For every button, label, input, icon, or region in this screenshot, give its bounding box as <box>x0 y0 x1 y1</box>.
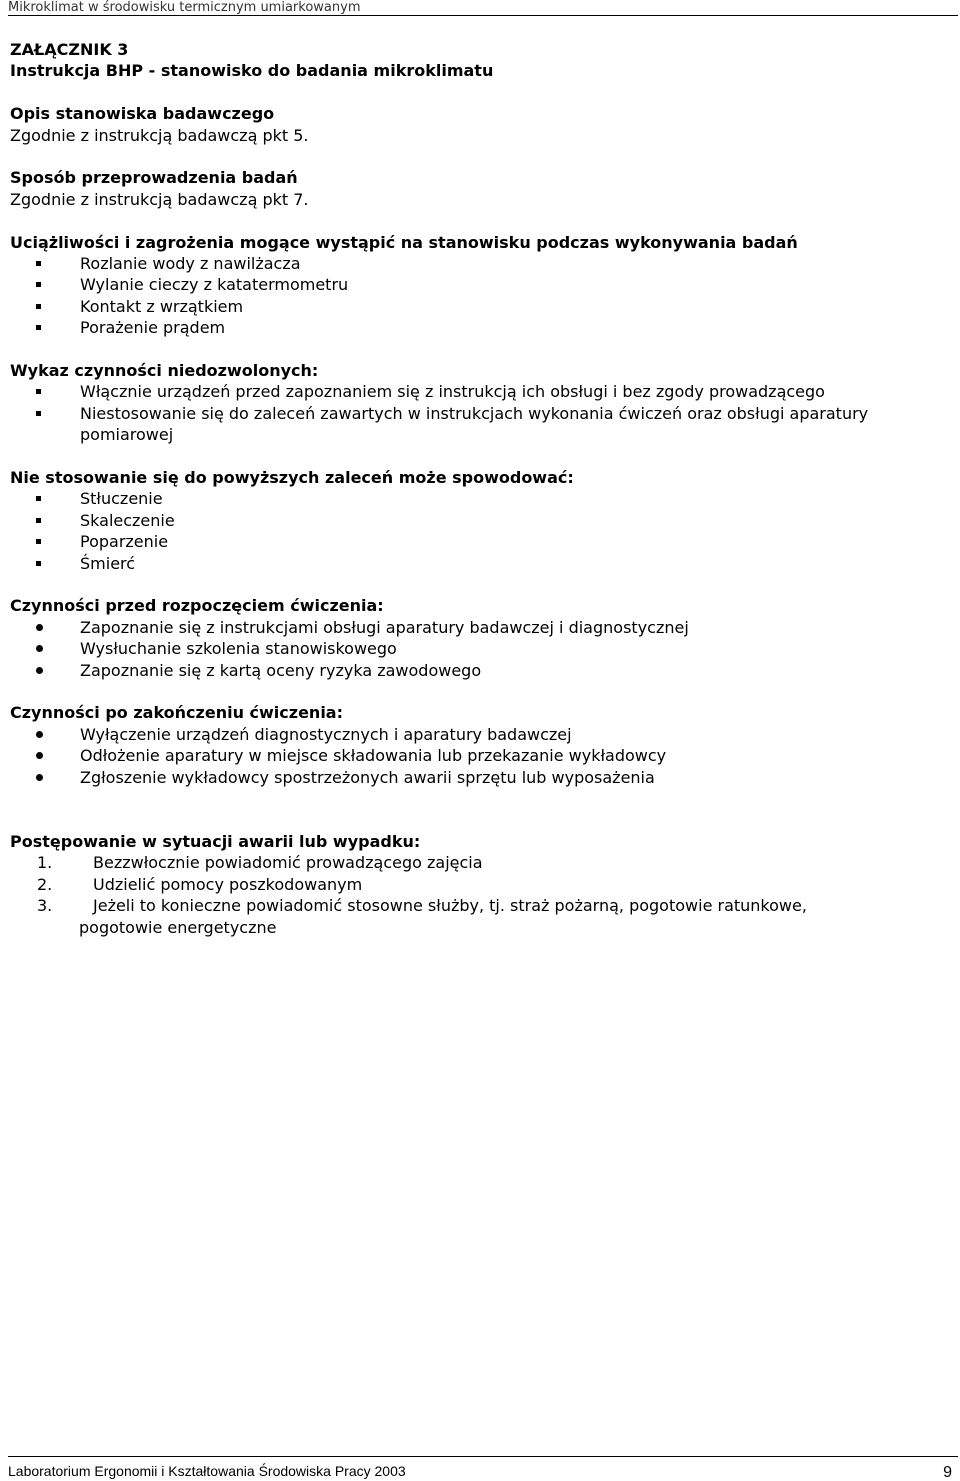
square-bullet-icon <box>36 282 41 287</box>
consequences-list <box>10 488 955 574</box>
list-item: Wyłączenie urządzeń diagnostycznych i aparatury badawczej <box>10 724 955 745</box>
square-bullet-icon <box>36 496 41 501</box>
list-item: 3. Jeżeli to konieczne powiadomić stosowne służby, tj. straż pożarną, pogotowie ratunkowe, pogotowie energetyczne <box>10 895 955 938</box>
list-number: 1. <box>37 853 53 873</box>
section-heading-forbidden: Wykaz czynności niedozwolonych: <box>10 361 319 381</box>
list-item: Poparzenie <box>10 531 955 552</box>
square-bullet-icon <box>36 261 41 266</box>
forbidden-list <box>10 381 955 445</box>
square-bullet-icon <box>36 411 41 416</box>
list-item: Niestosowanie się do zaleceń zawartych w instrukcjach wykonania ćwiczeń oraz obsługi aparatury pomiarowej <box>10 403 955 446</box>
section-heading-before: Czynności przed rozpoczęciem ćwiczenia: <box>10 596 384 616</box>
section-text-sposob: Zgodnie z instrukcją badawczą pkt 7. <box>10 189 309 209</box>
square-bullet-icon <box>36 389 41 394</box>
list-item: Wysłuchanie szkolenia stanowiskowego <box>10 638 955 659</box>
square-bullet-icon <box>36 539 41 544</box>
round-bullet-icon <box>36 645 43 652</box>
annex-subtitle: Instrukcja BHP - stanowisko do badania mikroklimatu <box>10 61 494 81</box>
list-item: Śmierć <box>10 553 955 574</box>
emergency-list <box>10 852 955 938</box>
round-bullet-icon <box>36 624 43 631</box>
footer-lab-name: Laboratorium Ergonomii i Kształtowania Środowiska Pracy 2003 <box>8 1463 406 1479</box>
list-item: Odłożenie aparatury w miejsce składowania lub przekazanie wykładowcy <box>10 745 955 766</box>
list-item: Skaleczenie <box>10 510 955 531</box>
section-heading-sposob: Sposób przeprowadzenia badań <box>10 168 298 188</box>
annex-title: ZAŁĄCZNIK 3 <box>10 40 129 59</box>
list-item: Wylanie cieczy z katatermometru <box>10 274 955 295</box>
round-bullet-icon <box>36 752 43 759</box>
round-bullet-icon <box>36 774 43 781</box>
section-text-opis: Zgodnie z instrukcją badawczą pkt 5. <box>10 125 309 145</box>
list-number: 3. <box>37 896 53 916</box>
list-item: Porażenie prądem <box>10 317 955 338</box>
square-bullet-icon <box>36 304 41 309</box>
round-bullet-icon <box>36 667 43 674</box>
document-body <box>10 39 955 938</box>
list-number: 2. <box>37 874 53 894</box>
before-list <box>10 617 955 681</box>
list-item: Zgłoszenie wykładowcy spostrzeżonych awarii sprzętu lub wyposażenia <box>10 767 955 788</box>
list-item: Stłuczenie <box>10 488 955 509</box>
square-bullet-icon <box>36 561 41 566</box>
section-heading-after: Czynności po zakończeniu ćwiczenia: <box>10 703 343 723</box>
section-heading-opis: Opis stanowiska badawczego <box>10 104 275 124</box>
list-item: Zapoznanie się z instrukcjami obsługi aparatury badawczej i diagnostycznej <box>10 617 955 638</box>
section-heading-emergency: Postępowanie w sytuacji awarii lub wypadku: <box>10 831 421 851</box>
page-footer <box>8 1456 958 1479</box>
list-item: Rozlanie wody z nawilżacza <box>10 253 955 274</box>
page-number: 9 <box>943 1464 952 1481</box>
section-heading-hazards: Uciążliwości i zagrożenia mogące wystąpić na stanowisku podczas wykonywania badań <box>10 232 798 252</box>
running-header: Mikroklimat w środowisku termicznym umiarkowanym <box>8 0 958 16</box>
list-item: Zapoznanie się z kartą oceny ryzyka zawodowego <box>10 660 955 681</box>
list-item: Kontakt z wrzątkiem <box>10 296 955 317</box>
list-item: 2. Udzielić pomocy poszkodowanym <box>37 874 363 894</box>
square-bullet-icon <box>36 518 41 523</box>
list-item-continuation: pogotowie energetyczne <box>79 917 277 937</box>
list-item: Włącznie urządzeń przed zapoznaniem się z instrukcją ich obsługi i bez zgody prowadzącego <box>10 381 955 402</box>
list-item: 1. Bezzwłocznie powiadomić prowadzącego zajęcia <box>37 853 483 873</box>
round-bullet-icon <box>36 731 43 738</box>
after-list <box>10 724 955 788</box>
section-heading-consequences: Nie stosowanie się do powyższych zaleceń może spowodować: <box>10 468 574 488</box>
square-bullet-icon <box>36 325 41 330</box>
hazards-list <box>10 253 955 339</box>
